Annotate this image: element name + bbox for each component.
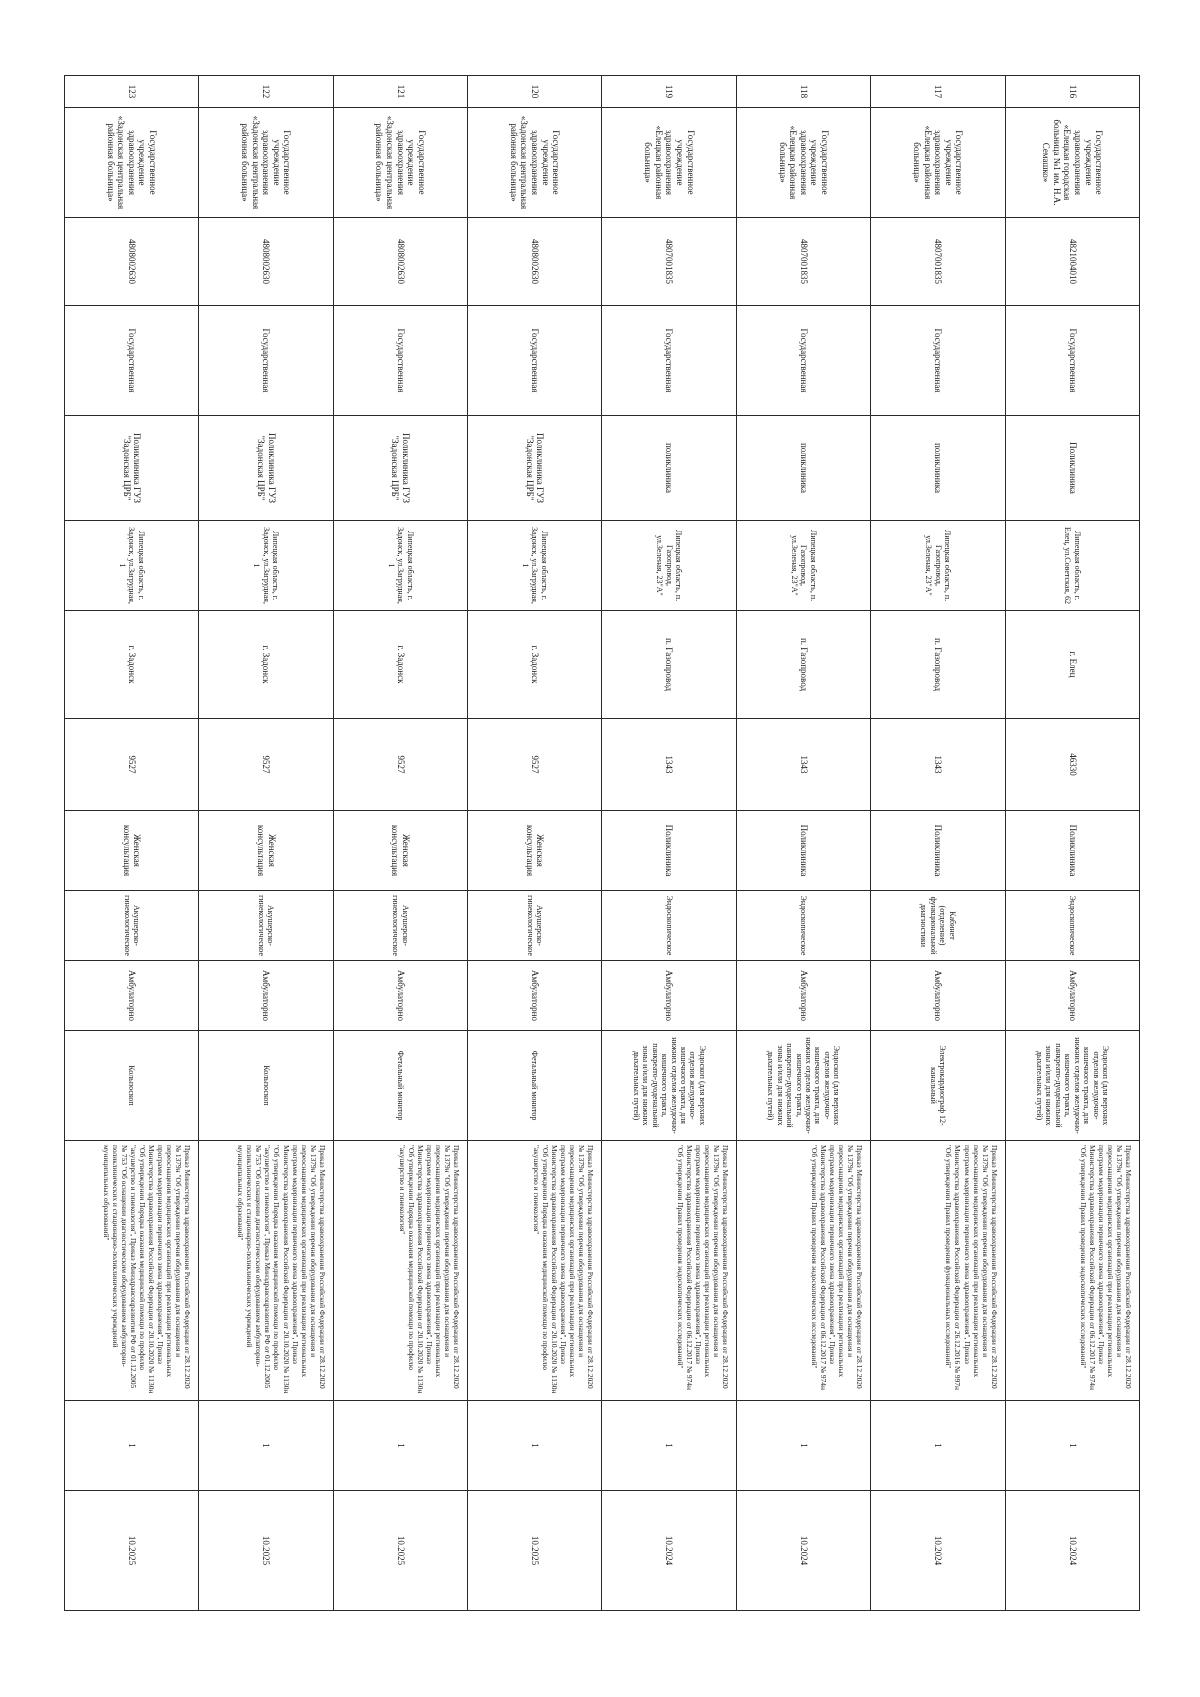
locality-name-cell: г. Задонск — [333, 611, 467, 719]
equipment-name-cell: Эндоскоп (для верхних отделов желудочно-кишечного тракта, для нижних отделов желудочно-кишечного тракта, панкреато-дуоденальной зоны и/или для нижних дыхательных путей) — [736, 1031, 870, 1141]
locality-name-cell: п. Газопровод — [602, 611, 736, 719]
inn-value-cell: 4807001835 — [602, 218, 736, 306]
population-value-cell: 9527 — [199, 719, 333, 811]
legal-basis-cell: Приказ Министерства здравоохранения Российской Федерации от 28.12.2020 № 1379н "Об утверждении перечня оборудования для оснащения и переоснащения медицинских организаций при реализации региональных программ модернизации первичного звена здравоохранения", Приказ Министерства здравоохранения Российской Федерации от 20.10.2020 № 1130н "Об утверждении Порядка оказания медицинской помощи по профилю "акушерство и гинекология", Приказ Минздравсоцразвития РФ от 01.12.2005 № 753 "Об оснащении диагностическим оборудованием амбулаторно-поликлинических и стационарно-поликлинических учреждений муниципальных образований" — [199, 1141, 333, 1401]
row-number-cell: 121 — [333, 76, 467, 108]
locality-name-cell: г. Елец — [1005, 611, 1139, 719]
row-number-cell: 123 — [64, 76, 198, 108]
inn-value-cell: 4821004010 — [1005, 218, 1139, 306]
unit-name-cell: Поликлиника — [1005, 811, 1139, 891]
address-value-cell: Липецкая область, г. Задонск, ул.Загрудная, 1 — [199, 521, 333, 611]
unit-name-cell: Поликлиника — [871, 811, 1005, 891]
conditions-value-cell: Амбулаторно — [199, 961, 333, 1031]
equipment-name-cell: Фетальный монитор — [468, 1031, 602, 1141]
ownership-form-cell: Государственная — [468, 306, 602, 416]
unit-name-cell: Поликлиника — [736, 811, 870, 891]
inn-value-cell: 4807001835 — [871, 218, 1005, 306]
subdivision-name-cell: Поликлиника ГУЗ "Задонская ЦРБ" — [64, 416, 198, 521]
equipment-name-cell: Кольпоскоп — [199, 1031, 333, 1141]
row-number-cell: 118 — [736, 76, 870, 108]
legal-basis-cell: Приказ Министерства здравоохранения Российской Федерации от 28.12.2020 № 1379н "Об утверждении перечня оборудования для оснащения и переоснащения медицинских организаций при реализации региональных программ модернизации первичного звена здравоохранения", Приказ Министерства здравоохранения Российской Федерации от 20.10.2020 № 1130н "Об утверждении Порядка оказания медицинской помощи по профилю "акушерство и гинекология" — [468, 1141, 602, 1401]
organization-name-cell: Государственное учреждение здравоохранения «Задонская центральная районная больница» — [468, 108, 602, 218]
locality-name-cell: г. Задонск — [199, 611, 333, 719]
subdivision-name-cell: Поликлиника — [1005, 416, 1139, 521]
quantity-value-cell: 1 — [199, 1401, 333, 1491]
table-row — [468, 76, 602, 1611]
quantity-value-cell: 1 — [602, 1401, 736, 1491]
population-value-cell: 1343 — [602, 719, 736, 811]
organization-name-cell: Государственное учреждение здравоохранения «Задонская центральная районная больница» — [64, 108, 198, 218]
ownership-form-cell: Государственная — [602, 306, 736, 416]
legal-basis-cell: Приказ Министерства здравоохранения Российской Федерации от 28.12.2020 № 1379н "Об утверждении перечня оборудования для оснащения и переоснащения медицинских организаций при реализации региональных программ модернизации первичного звена здравоохранения", Приказ Министерства здравоохранения Российской Федерации от 06.12.2017 № 974н "Об утверждении Правил проведения эндоскопических исследований" — [602, 1141, 736, 1401]
department-name-cell: Эндоскопическое — [602, 891, 736, 961]
inn-value-cell: 4808002630 — [64, 218, 198, 306]
unit-name-cell: Женская консультация — [468, 811, 602, 891]
population-value-cell: 46330 — [1005, 719, 1139, 811]
population-value-cell: 1343 — [871, 719, 1005, 811]
planned-date-cell: 10.2024 — [1005, 1491, 1139, 1611]
department-name-cell: Акушерско-гинекологическое — [64, 891, 198, 961]
department-name-cell: Кабинет (отделение) функциональной диагностики — [871, 891, 1005, 961]
equipment-name-cell: Электрокардиограф 12-канальный — [871, 1031, 1005, 1141]
row-number-cell: 119 — [602, 76, 736, 108]
legal-basis-cell: Приказ Министерства здравоохранения Российской Федерации от 28.12.2020 № 1379н "Об утверждении перечня оборудования для оснащения и переоснащения медицинских организаций при реализации региональных программ модернизации первичного звена здравоохранения", Приказ Министерства здравоохранения Российской Федерации от 20.10.2020 № 1130н "Об утверждении Порядка оказания медицинской помощи по профилю "акушерство и гинекология", Приказ Минздравсоцразвития РФ от 01.12.2005 № 753 "Об оснащении диагностическим оборудованием амбулаторно-поликлинических и стационарно-поликлинических учреждений муниципальных образований" — [64, 1141, 198, 1401]
subdivision-name-cell: Поликлиника ГУЗ "Задонская ЦРБ" — [199, 416, 333, 521]
organization-name-cell: Государственное учреждение здравоохранения «Елецкая районная больница» — [602, 108, 736, 218]
quantity-value-cell: 1 — [736, 1401, 870, 1491]
equipment-name-cell: Эндоскоп (для верхних отделов желудочно-кишечного тракта, для нижних отделов желудочно-кишечного тракта, панкреато-дуоденальной зоны и/или для нижних дыхательных путей) — [602, 1031, 736, 1141]
table-row — [871, 76, 1005, 1611]
table-row — [333, 76, 467, 1611]
conditions-value-cell: Амбулаторно — [1005, 961, 1139, 1031]
address-value-cell: Липецкая область, г. Задонск, ул.Загрудная, 1 — [468, 521, 602, 611]
conditions-value-cell: Амбулаторно — [333, 961, 467, 1031]
address-value-cell: Липецкая область, г. Елец, ул.Советская, 62 — [1005, 521, 1139, 611]
population-value-cell: 9527 — [64, 719, 198, 811]
planned-date-cell: 10.2024 — [736, 1491, 870, 1611]
organization-name-cell: Государственное учреждение здравоохранения «Елецкая городская больница №1 им. Н.А. Семашко» — [1005, 108, 1139, 218]
legal-basis-cell: Приказ Министерства здравоохранения Российской Федерации от 28.12.2020 № 1379н "Об утверждении перечня оборудования для оснащения и переоснащения медицинских организаций при реализации региональных программ модернизации первичного звена здравоохранения", Приказ Министерства здравоохранения Российской Федерации от 06.12.2017 № 974н "Об утверждении Правил проведения эндоскопических исследований" — [736, 1141, 870, 1401]
quantity-value-cell: 1 — [64, 1401, 198, 1491]
department-name-cell: Эндоскопическое — [736, 891, 870, 961]
ownership-form-cell: Государственная — [736, 306, 870, 416]
row-number-cell: 122 — [199, 76, 333, 108]
equipment-table — [64, 75, 1140, 1611]
unit-name-cell: Женская консультация — [199, 811, 333, 891]
locality-name-cell: г. Задонск — [64, 611, 198, 719]
ownership-form-cell: Государственная — [64, 306, 198, 416]
equipment-name-cell: Кольпоскоп — [64, 1031, 198, 1141]
planned-date-cell: 10.2024 — [602, 1491, 736, 1611]
population-value-cell: 1343 — [736, 719, 870, 811]
quantity-value-cell: 1 — [871, 1401, 1005, 1491]
population-value-cell: 9527 — [468, 719, 602, 811]
planned-date-cell: 10.2025 — [199, 1491, 333, 1611]
conditions-value-cell: Амбулаторно — [64, 961, 198, 1031]
row-number-cell: 120 — [468, 76, 602, 108]
legal-basis-cell: Приказ Министерства здравоохранения Российской Федерации от 28.12.2020 № 1379н "Об утверждении перечня оборудования для оснащения и переоснащения медицинских организаций при реализации региональных программ модернизации первичного звена здравоохранения", Приказ Министерства здравоохранения Российской Федерации от 20.10.2020 № 1130н "Об утверждении Порядка оказания медицинской помощи по профилю "акушерство и гинекология" — [333, 1141, 467, 1401]
department-name-cell: Акушерско-гинекологическое — [468, 891, 602, 961]
quantity-value-cell: 1 — [333, 1401, 467, 1491]
address-value-cell: Липецкая область, п. Газопровод, ул.Зеленая, 23"А" — [602, 521, 736, 611]
address-value-cell: Липецкая область, г. Задонск, ул.Загрудная, 1 — [64, 521, 198, 611]
locality-name-cell: п. Газопровод — [736, 611, 870, 719]
subdivision-name-cell: поликлиника — [736, 416, 870, 521]
table-body — [64, 76, 1139, 1611]
organization-name-cell: Государственное учреждение здравоохранения «Задонская центральная районная больница» — [199, 108, 333, 218]
inn-value-cell: 4808002630 — [199, 218, 333, 306]
address-value-cell: Липецкая область, п. Газопровод, ул.Зеленая, 23"А" — [736, 521, 870, 611]
subdivision-name-cell: Поликлиника ГУЗ "Задонская ЦРБ" — [333, 416, 467, 521]
conditions-value-cell: Амбулаторно — [871, 961, 1005, 1031]
ownership-form-cell: Государственная — [333, 306, 467, 416]
inn-value-cell: 4808002630 — [333, 218, 467, 306]
subdivision-name-cell: поликлиника — [871, 416, 1005, 521]
organization-name-cell: Государственное учреждение здравоохранения «Елецкая районная больница» — [736, 108, 870, 218]
subdivision-name-cell: Поликлиника ГУЗ "Задонская ЦРБ" — [468, 416, 602, 521]
table-row — [602, 76, 736, 1611]
department-name-cell: Эндоскопическое — [1005, 891, 1139, 961]
quantity-value-cell: 1 — [468, 1401, 602, 1491]
subdivision-name-cell: поликлиника — [602, 416, 736, 521]
unit-name-cell: Поликлиника — [602, 811, 736, 891]
conditions-value-cell: Амбулаторно — [468, 961, 602, 1031]
inn-value-cell: 4808002630 — [468, 218, 602, 306]
unit-name-cell: Женская консультация — [64, 811, 198, 891]
organization-name-cell: Государственное учреждение здравоохранения «Задонская центральная районная больница» — [333, 108, 467, 218]
planned-date-cell: 10.2024 — [871, 1491, 1005, 1611]
conditions-value-cell: Амбулаторно — [602, 961, 736, 1031]
row-number-cell: 117 — [871, 76, 1005, 108]
legal-basis-cell: Приказ Министерства здравоохранения Российской Федерации от 28.12.2020 № 1379н "Об утверждении перечня оборудования для оснащения и переоснащения медицинских организаций при реализации региональных программ модернизации первичного звена здравоохранения", Приказ Министерства здравоохранения Российской Федерации от 26.12.2016 № 997н "Об утверждении Правил проведения функциональных исследований" — [871, 1141, 1005, 1401]
address-value-cell: Липецкая область, п. Газопровод, ул.Зеленая, 23"А" — [871, 521, 1005, 611]
table-row — [199, 76, 333, 1611]
conditions-value-cell: Амбулаторно — [736, 961, 870, 1031]
population-value-cell: 9527 — [333, 719, 467, 811]
locality-name-cell: г. Задонск — [468, 611, 602, 719]
locality-name-cell: п. Газопровод — [871, 611, 1005, 719]
table-row — [64, 76, 198, 1611]
ownership-form-cell: Государственная — [871, 306, 1005, 416]
equipment-name-cell: Фетальный монитор — [333, 1031, 467, 1141]
row-number-cell: 116 — [1005, 76, 1139, 108]
table-row — [1005, 76, 1139, 1611]
ownership-form-cell: Государственная — [199, 306, 333, 416]
organization-name-cell: Государственное учреждение здравоохранения «Елецкая районная больница» — [871, 108, 1005, 218]
department-name-cell: Акушерско-гинекологическое — [333, 891, 467, 961]
planned-date-cell: 10.2025 — [468, 1491, 602, 1611]
planned-date-cell: 10.2025 — [333, 1491, 467, 1611]
table-row — [736, 76, 870, 1611]
quantity-value-cell: 1 — [1005, 1401, 1139, 1491]
rotated-table-container — [65, 75, 1140, 1610]
department-name-cell: Акушерско-гинекологическое — [199, 891, 333, 961]
ownership-form-cell: Государственная — [1005, 306, 1139, 416]
inn-value-cell: 4807001835 — [736, 218, 870, 306]
planned-date-cell: 10.2025 — [64, 1491, 198, 1611]
unit-name-cell: Женская консультация — [333, 811, 467, 891]
legal-basis-cell: Приказ Министерства здравоохранения Российской Федерации от 28.12.2020 № 1379н "Об утверждении перечня оборудования для оснащения и переоснащения медицинских организаций при реализации региональных программ модернизации первичного звена здравоохранения", Приказ Министерства здравоохранения Российской Федерации от 06.12.2017 № 974н "Об утверждении Правил проведения эндоскопических исследований" — [1005, 1141, 1139, 1401]
equipment-name-cell: Эндоскоп (для верхних отделов желудочно-кишечного тракта, для нижних отделов желудочно-кишечного тракта, панкреато-дуоденальной зоны и/или для нижних дыхательных путей) — [1005, 1031, 1139, 1141]
address-value-cell: Липецкая область, г. Задонск, ул.Загрудная, 1 — [333, 521, 467, 611]
